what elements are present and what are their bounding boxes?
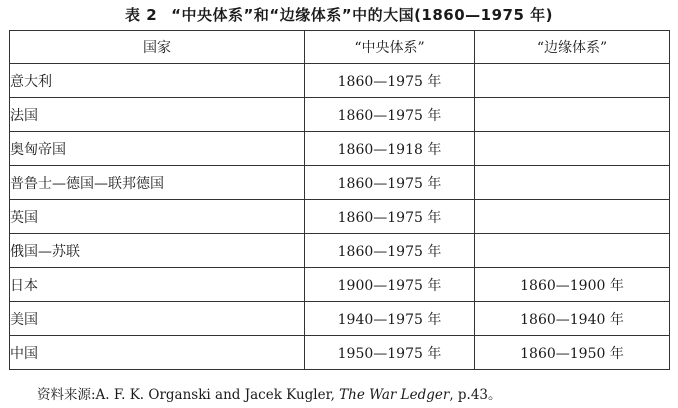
periphery-period-cell — [475, 200, 670, 234]
source-suffix: , p.43。 — [449, 387, 502, 403]
table-row — [10, 336, 670, 370]
table-row — [10, 166, 670, 200]
country-cell: 英国 — [10, 200, 305, 234]
country-cell: 美国 — [10, 302, 305, 336]
table-row — [10, 98, 670, 132]
table-caption — [0, 4, 678, 25]
table-row — [10, 302, 670, 336]
table-row — [10, 268, 670, 302]
country-cell: 中国 — [10, 336, 305, 370]
periphery-period-cell — [475, 234, 670, 268]
core-period-cell: 1860—1975 年 — [305, 64, 475, 98]
source-prefix: 资料来源:A. F. K. Organski and Jacek Kugler, — [37, 387, 340, 403]
table-row — [10, 64, 670, 98]
periphery-period-cell: 1860—1900 年 — [475, 268, 670, 302]
core-period-cell: 1900—1975 年 — [305, 268, 475, 302]
periphery-period-cell — [475, 64, 670, 98]
great-powers-table — [9, 30, 670, 370]
country-cell: 俄国—苏联 — [10, 234, 305, 268]
periphery-period-cell — [475, 132, 670, 166]
table-row — [10, 132, 670, 166]
country-cell: 普鲁士—德国—联邦德国 — [10, 166, 305, 200]
header-country: 国家 — [10, 31, 305, 64]
table-number: 表 2 — [124, 6, 158, 24]
table-row — [10, 234, 670, 268]
periphery-period-cell: 1860—1940 年 — [475, 302, 670, 336]
core-period-cell: 1860—1975 年 — [305, 234, 475, 268]
source-note — [37, 383, 502, 403]
core-period-cell: 1860—1918 年 — [305, 132, 475, 166]
country-cell: 日本 — [10, 268, 305, 302]
periphery-period-cell — [475, 166, 670, 200]
country-cell: 奥匈帝国 — [10, 132, 305, 166]
core-period-cell: 1860—1975 年 — [305, 200, 475, 234]
table-row — [10, 200, 670, 234]
core-period-cell: 1860—1975 年 — [305, 166, 475, 200]
periphery-period-cell: 1860—1950 年 — [475, 336, 670, 370]
header-row — [10, 31, 670, 64]
core-period-cell: 1940—1975 年 — [305, 302, 475, 336]
periphery-period-cell — [475, 98, 670, 132]
source-book-title: The War Ledger — [339, 387, 450, 403]
header-core-system: “中央体系” — [305, 31, 475, 64]
table-title: “中央体系”和“边缘体系”中的大国(1860—1975 年) — [171, 6, 554, 24]
header-periphery-system: “边缘体系” — [475, 31, 670, 64]
core-period-cell: 1950—1975 年 — [305, 336, 475, 370]
core-period-cell: 1860—1975 年 — [305, 98, 475, 132]
country-cell: 法国 — [10, 98, 305, 132]
country-cell: 意大利 — [10, 64, 305, 98]
